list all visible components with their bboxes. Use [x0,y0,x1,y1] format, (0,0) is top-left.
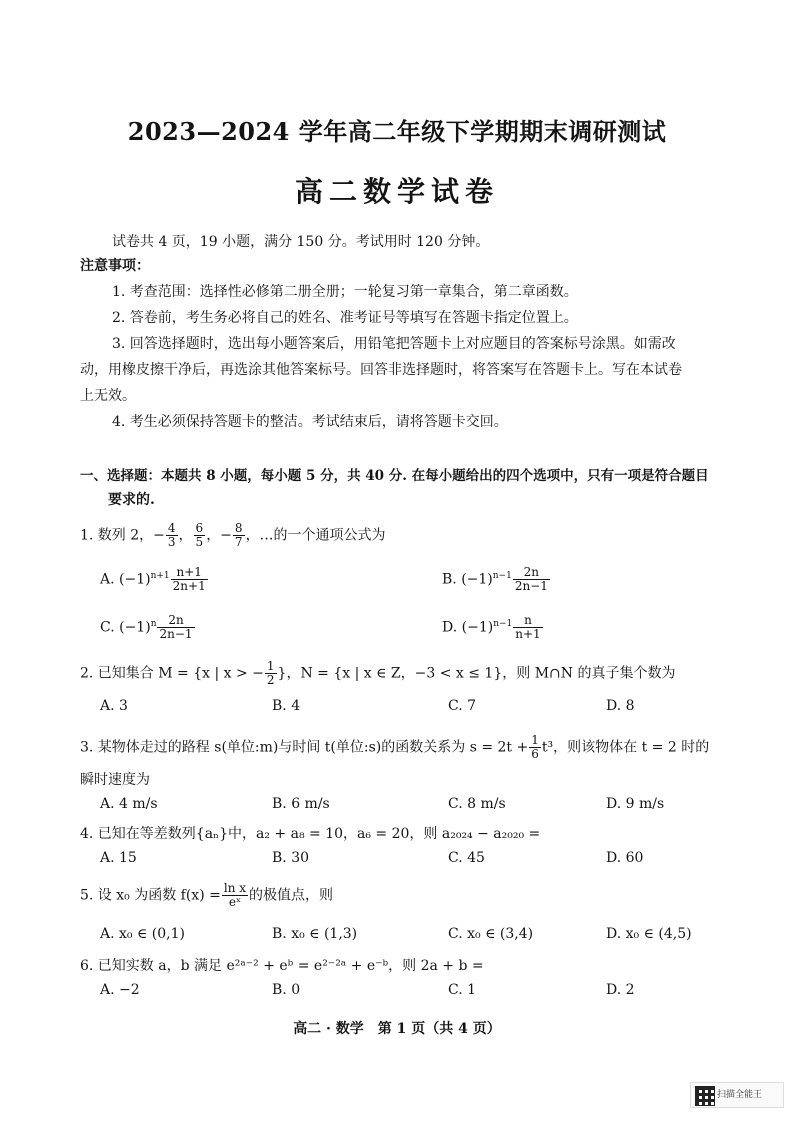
question-2-stem: 2. 已知集合 M = {x | x > − $\frac{1}{2}$ }，N = {x | x ∈ Z，−3 < x ≤ 1}，则 M∩N 的真子集个数为 [80,659,676,687]
question-1-option-b: B. $(-1)^{n-1}$ $\frac{2n}{2n-1}$ [442,565,548,593]
question-4-option-a: A. 15 [100,850,137,866]
question-5-option-c: C. x₀ ∈ (3,4) [448,926,534,942]
note-3-line-1: 3. 回答选择题时，选出每小题答案后，用铅笔把答题卡上对应题目的答案标号涂黑。如需改 [112,336,676,352]
question-5-option-b: B. x₀ ∈ (1,3) [272,926,358,942]
note-2: 2. 答卷前，考生务必将自己的姓名、准考证号等填写在答题卡指定位置上。 [112,310,578,326]
question-4-option-b: B. 30 [272,850,310,866]
question-4-option-c: C. 45 [448,850,485,866]
question-6-option-b: B. 0 [272,982,301,998]
question-4-stem: 4. 已知在等差数列{aₙ}中，a₂ + a₈ = 10，a₆ = 20，则 a₂₀₂₄ − a₂₀₂₀ = [80,826,541,842]
question-3-stem: 3. 某物体走过的路程 s(单位:m)与时间 t(单位:s)的函数关系为 s = 2t + $\frac{1}{6}$ t³，则该物体在 t = 2 时的 [80,733,710,761]
question-3-option-b: B. 6 m/s [272,796,330,812]
question-1-stem: 1. 数列 2，− $\frac{4}{3}$ ， $\frac{6}{5}$ ，− $\frac{8}{7}$ ，…的一个通项公式为 [80,521,386,549]
section-heading-line-2: 要求的. [108,492,155,508]
question-5-option-d: D. x₀ ∈ (4,5) [606,926,692,942]
question-2-option-b: B. 4 [272,698,301,714]
paper-title: 高二数学试卷 [294,175,499,208]
notes-heading: 注意事项： [80,258,150,274]
question-2-option-c: C. 7 [448,698,477,714]
question-1-option-c: C. $(-1)^n$ $\frac{2n}{2n-1}$ [100,613,193,641]
question-6-stem: 6. 已知实数 a，b 满足 e²ᵃ⁻² + eᵇ = e²⁻²ᵃ + e⁻ᵇ，则 2a + b = [80,958,484,974]
exam-title: 2023—2024 学年高二年级下学期期末调研测试 [127,117,667,146]
note-1: 1. 考查范围：选择性必修第二册全册；一轮复习第一章集合，第二章函数。 [112,284,578,300]
question-3-stem-line-2: 瞬时速度为 [80,772,150,788]
question-6-option-c: C. 1 [448,982,477,998]
question-3-option-a: A. 4 m/s [100,796,158,812]
note-4: 4. 考生必须保持答题卡的整洁。考试结束后，请将答题卡交回。 [112,414,508,430]
question-4-option-d: D. 60 [606,850,644,866]
scanner-watermark [690,1082,784,1108]
exam-summary: 试卷共 4 页，19 小题，满分 150 分。考试用时 120 分钟。 [112,234,490,250]
question-6-option-d: D. 2 [606,982,635,998]
question-2-option-d: D. 8 [606,698,635,714]
note-3-line-2: 动，用橡皮擦干净后，再选涂其他答案标号。回答非选择题时，将答案写在答题卡上。写在本试卷 [80,362,682,378]
note-3-line-3: 上无效。 [80,388,136,404]
question-3-option-d: D. 9 m/s [606,796,665,812]
qr-code-icon [695,1086,715,1106]
question-1-option-d: D. $(-1)^{n-1}$ $\frac{n}{n+1}$ [442,613,541,641]
question-6-option-a: A. −2 [100,982,140,998]
question-1-option-a: A. $(-1)^{n+1}$ $\frac{n+1}{2n+1}$ [100,565,206,593]
question-2-option-a: A. 3 [100,698,128,714]
page-footer: 高二 · 数学 第 1 页（共 4 页） [293,1021,501,1037]
question-5-option-a: A. x₀ ∈ (0,1) [100,926,185,942]
scanner-label: 扫描全能王 [717,1090,763,1100]
section-heading-line-1: 一、选择题：本题共 8 小题，每小题 5 分，共 40 分. 在每小题给出的四个选项中，只有一项是符合题目 [80,468,709,484]
question-5-stem: 5. 设 x₀ 为函数 f(x) = $\frac{\text{ln x}}{\text{eˣ}}$ 的极值点，则 [80,881,334,909]
question-3-option-c: C. 8 m/s [448,796,506,812]
